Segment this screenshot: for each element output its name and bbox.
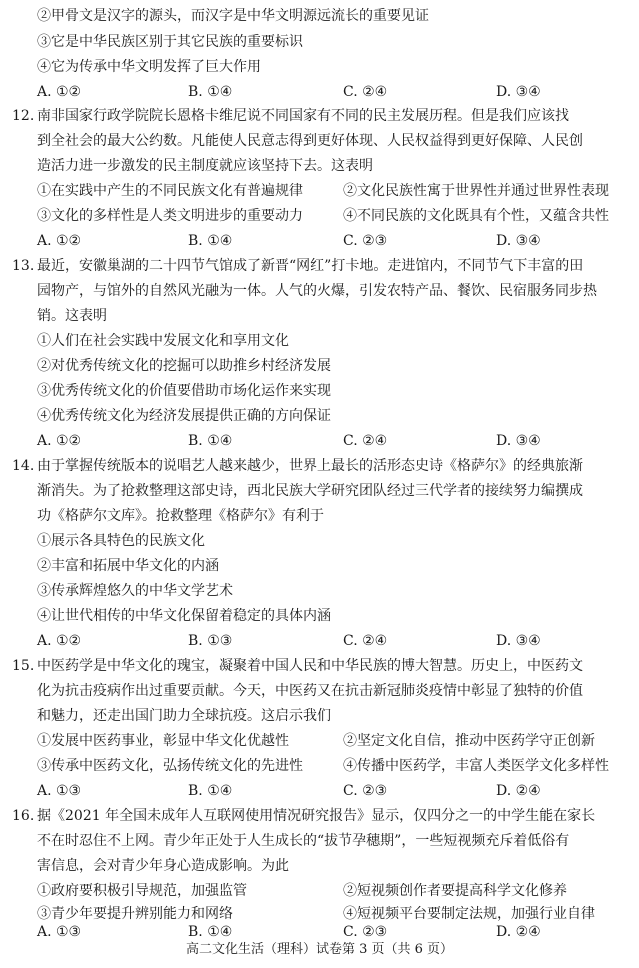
option-item: ④它为传承中华文明发挥了巨大作用: [37, 59, 261, 75]
option-item: ③优秀传统文化的价值要借助市场化运作来实现: [37, 383, 331, 399]
question-stem-line: 害信息，会对青少年身心造成影响。为此: [37, 858, 289, 874]
question-number: 16.: [12, 808, 35, 824]
option-item: ②坚定文化自信，推动中医药学守正创新: [343, 733, 595, 749]
question-stem-line: 造活力进一步激发的民主制度就应该坚持下去。这表明: [37, 158, 373, 174]
option-row: [37, 731, 627, 751]
question-number: 15.: [12, 658, 35, 674]
option-item: ②丰富和拓展中华文化的内涵: [37, 558, 219, 574]
option-item: ④传播中医药学，丰富人类医学文化多样性: [343, 758, 609, 774]
option-item: ①展示各具特色的民族文化: [37, 533, 205, 549]
choice-a: A. ①②: [37, 433, 82, 449]
choice-a: A. ①③: [37, 924, 82, 940]
choice-d: D. ③④: [496, 433, 541, 449]
question-stem-line: 销。这表明: [37, 308, 107, 324]
question-number: 12.: [12, 108, 35, 124]
option-item: ②文化民族性寓于世界性并通过世界性表现: [343, 183, 609, 199]
option-item: ④不同民族的文化既具有个性，又蕴含共性: [343, 208, 609, 224]
option-item: ③传承中医药文化，弘扬传统文化的先进性: [37, 758, 303, 774]
choice-c: C. ②③: [343, 233, 388, 249]
answer-choices: [37, 781, 627, 801]
option-row: [37, 756, 627, 776]
question-stem-line: 南非国家行政学院院长恩格卡维尼说不同国家有不同的民主发展历程。但是我们应该找: [37, 108, 569, 124]
choice-a: A. ①②: [37, 233, 82, 249]
choice-d: D. ②④: [496, 924, 541, 940]
option-item: ②短视频创作者要提高科学文化修养: [343, 883, 567, 899]
choice-d: D. ③④: [496, 633, 541, 649]
choice-c: C. ②④: [343, 633, 388, 649]
question-stem-line: 据《2021 年全国未成年人互联网使用情况研究报告》显示，仅四分之一的中学生能在家长: [37, 808, 596, 824]
option-item: ①在实践中产生的不同民族文化有普遍规律: [37, 183, 303, 199]
question-stem-line: 化为抗击疫病作出过重要贡献。今天，中医药又在抗击新冠肺炎疫情中彰显了独特的价值: [37, 683, 583, 699]
option-item: ①发展中医药事业，彰显中华文化优越性: [37, 733, 289, 749]
question-stem-line: 最近，安徽巢湖的二十四节气馆成了新晋“网红”打卡地。走进馆内，不同节气下丰富的田: [37, 258, 584, 274]
choice-d: D. ③④: [496, 84, 541, 100]
option-item: ②甲骨文是汉字的源头，而汉字是中华文明源远流长的重要见证: [37, 8, 429, 24]
question-stem-line: 功《格萨尔文库》。抢救整理《格萨尔》有利于: [37, 508, 324, 524]
choice-c: C. ②④: [343, 433, 388, 449]
answer-choices: [37, 431, 627, 451]
option-item: ①政府要积极引导规范，加强监管: [37, 883, 247, 899]
answer-choices: [37, 82, 627, 102]
choice-a: A. ①③: [37, 783, 82, 799]
question-stem-line: 和魅力，还走出国门助力全球抗疫。这启示我们: [37, 708, 331, 724]
question-stem-line: 中医药学是中华文化的瑰宝，凝聚着中国人民和中华民族的博大智慧。历史上，中医药文: [37, 658, 583, 674]
question-stem-line: 到全社会的最大公约数。凡能使人民意志得到更好体现、人民权益得到更好保障、人民创: [37, 133, 583, 149]
question-number: 14.: [12, 458, 35, 474]
option-item: ③传承辉煌悠久的中华文学艺术: [37, 583, 233, 599]
question-stem-line: 由于掌握传统版本的说唱艺人越来越少，世界上最长的活形态史诗《格萨尔》的经典旅渐: [37, 458, 583, 474]
question-stem-line: 渐消失。为了抢救整理这部史诗，西北民族大学研究团队经过三代学者的接续努力编撰成: [37, 483, 583, 499]
question-stem-line: 园物产，与馆外的自然风光融为一体。人气的火爆，引发农特产品、餐饮、民宿服务同步热: [37, 283, 597, 299]
question-stem-line: 不在时忍住不上网。青少年正处于人生成长的“拔节孕穗期”，一些短视频充斥着低俗有: [37, 833, 570, 849]
choice-b: B. ①④: [188, 233, 233, 249]
option-item: ②对优秀传统文化的挖掘可以助推乡村经济发展: [37, 358, 331, 374]
choice-c: C. ②③: [343, 924, 388, 940]
choice-a: A. ①②: [37, 84, 82, 100]
choice-b: B. ①④: [188, 84, 233, 100]
choice-c: C. ②③: [343, 783, 388, 799]
choice-b: B. ①④: [188, 433, 233, 449]
choice-b: B. ①③: [188, 633, 233, 649]
choice-c: C. ②④: [343, 84, 388, 100]
choice-b: B. ①④: [188, 783, 233, 799]
option-row: [37, 904, 627, 924]
page-footer: 高二文化生活（理科）试卷第 3 页（共 6 页）: [185, 942, 454, 957]
option-item: ③文化的多样性是人类文明进步的重要动力: [37, 208, 303, 224]
option-item: ③它是中华民族区别于其它民族的重要标识: [37, 34, 303, 50]
choice-d: D. ②④: [496, 783, 541, 799]
choice-b: B. ①④: [188, 924, 233, 940]
choice-d: D. ③④: [496, 233, 541, 249]
answer-choices: [37, 231, 627, 251]
answer-choices: [37, 922, 627, 942]
option-item: ④优秀传统文化为经济发展提供正确的方向保证: [37, 408, 331, 424]
answer-choices: [37, 631, 627, 651]
option-item: ③青少年要提升辨别能力和网络: [37, 906, 233, 922]
option-item: ④短视频平台要制定法规，加强行业自律: [343, 906, 595, 922]
option-row: [37, 881, 627, 901]
choice-a: A. ①②: [37, 633, 82, 649]
option-item: ④让世代相传的中华文化保留着稳定的具体内涵: [37, 608, 331, 624]
option-item: ①人们在社会实践中发展文化和享用文化: [37, 333, 289, 349]
option-row: [37, 181, 627, 201]
option-row: [37, 206, 627, 226]
question-number: 13.: [12, 258, 35, 274]
